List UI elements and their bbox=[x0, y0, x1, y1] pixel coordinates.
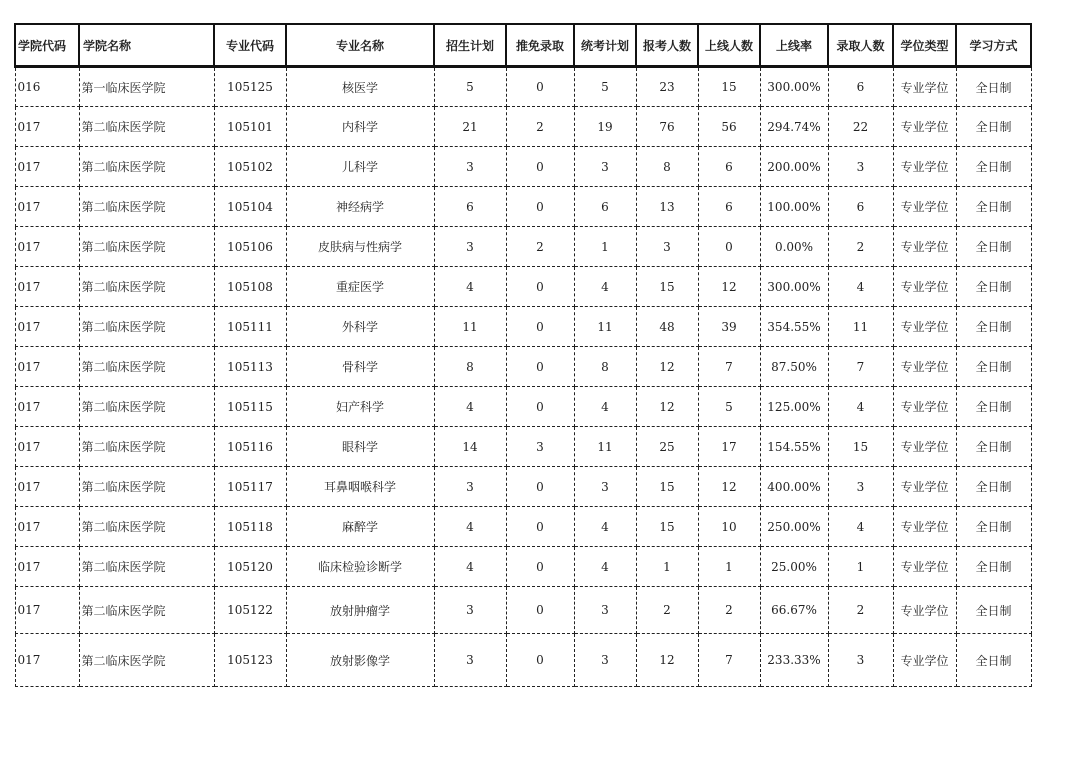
cell-major-code: 105118 bbox=[214, 507, 286, 547]
cell-passed-line: 17 bbox=[698, 427, 760, 467]
cell-exempt-admission: 0 bbox=[506, 547, 574, 587]
cell-exempt-admission: 2 bbox=[506, 227, 574, 267]
cell-applicants: 8 bbox=[636, 147, 698, 187]
cell-applicants: 12 bbox=[636, 634, 698, 687]
cell-passed-line: 7 bbox=[698, 634, 760, 687]
cell-applicants: 1 bbox=[636, 547, 698, 587]
cell-admitted: 3 bbox=[828, 467, 893, 507]
cell-applicants: 15 bbox=[636, 267, 698, 307]
cell-pass-rate: 0.00% bbox=[760, 227, 828, 267]
cell-applicants: 76 bbox=[636, 107, 698, 147]
header-admitted: 录取人数 bbox=[828, 24, 893, 67]
cell-study-mode: 全日制 bbox=[956, 307, 1031, 347]
cell-enrollment-plan: 4 bbox=[434, 267, 506, 307]
cell-college-code: 017 bbox=[15, 227, 79, 267]
cell-college-name: 第二临床医学院 bbox=[79, 107, 214, 147]
cell-degree-type: 专业学位 bbox=[893, 467, 956, 507]
cell-pass-rate: 294.74% bbox=[760, 107, 828, 147]
cell-applicants: 12 bbox=[636, 347, 698, 387]
table-row bbox=[15, 507, 1031, 547]
cell-applicants: 12 bbox=[636, 387, 698, 427]
header-row bbox=[15, 24, 1031, 67]
cell-college-code: 017 bbox=[15, 347, 79, 387]
cell-major-name: 眼科学 bbox=[286, 427, 434, 467]
cell-applicants: 3 bbox=[636, 227, 698, 267]
cell-college-code: 017 bbox=[15, 467, 79, 507]
cell-exempt-admission: 0 bbox=[506, 347, 574, 387]
cell-enrollment-plan: 4 bbox=[434, 507, 506, 547]
cell-study-mode: 全日制 bbox=[956, 147, 1031, 187]
cell-college-name: 第二临床医学院 bbox=[79, 187, 214, 227]
cell-pass-rate: 300.00% bbox=[760, 67, 828, 107]
cell-college-code: 017 bbox=[15, 587, 79, 634]
cell-admitted: 6 bbox=[828, 67, 893, 107]
cell-degree-type: 专业学位 bbox=[893, 587, 956, 634]
table-row bbox=[15, 227, 1031, 267]
table-row bbox=[15, 347, 1031, 387]
cell-college-name: 第二临床医学院 bbox=[79, 587, 214, 634]
cell-admitted: 6 bbox=[828, 187, 893, 227]
cell-major-name: 放射肿瘤学 bbox=[286, 587, 434, 634]
cell-enrollment-plan: 14 bbox=[434, 427, 506, 467]
table-row bbox=[15, 547, 1031, 587]
cell-exam-plan: 6 bbox=[574, 187, 636, 227]
cell-exempt-admission: 0 bbox=[506, 307, 574, 347]
cell-pass-rate: 87.50% bbox=[760, 347, 828, 387]
cell-enrollment-plan: 6 bbox=[434, 187, 506, 227]
cell-admitted: 15 bbox=[828, 427, 893, 467]
cell-college-code: 017 bbox=[15, 187, 79, 227]
cell-exam-plan: 11 bbox=[574, 307, 636, 347]
cell-college-code: 017 bbox=[15, 507, 79, 547]
cell-admitted: 4 bbox=[828, 507, 893, 547]
cell-exam-plan: 3 bbox=[574, 587, 636, 634]
cell-pass-rate: 200.00% bbox=[760, 147, 828, 187]
cell-enrollment-plan: 4 bbox=[434, 547, 506, 587]
cell-major-code: 105123 bbox=[214, 634, 286, 687]
cell-major-name: 内科学 bbox=[286, 107, 434, 147]
cell-major-code: 105101 bbox=[214, 107, 286, 147]
table-row bbox=[15, 634, 1031, 687]
cell-college-code: 017 bbox=[15, 634, 79, 687]
cell-college-code: 017 bbox=[15, 147, 79, 187]
header-college-name: 学院名称 bbox=[79, 24, 214, 67]
cell-exempt-admission: 3 bbox=[506, 427, 574, 467]
cell-pass-rate: 154.55% bbox=[760, 427, 828, 467]
header-pass-rate: 上线率 bbox=[760, 24, 828, 67]
cell-college-name: 第二临床医学院 bbox=[79, 467, 214, 507]
cell-college-code: 017 bbox=[15, 427, 79, 467]
cell-passed-line: 7 bbox=[698, 347, 760, 387]
cell-study-mode: 全日制 bbox=[956, 67, 1031, 107]
cell-exam-plan: 11 bbox=[574, 427, 636, 467]
table-row bbox=[15, 387, 1031, 427]
cell-study-mode: 全日制 bbox=[956, 347, 1031, 387]
cell-major-name: 放射影像学 bbox=[286, 634, 434, 687]
cell-exempt-admission: 0 bbox=[506, 147, 574, 187]
cell-applicants: 25 bbox=[636, 427, 698, 467]
cell-major-code: 105111 bbox=[214, 307, 286, 347]
cell-passed-line: 12 bbox=[698, 267, 760, 307]
cell-study-mode: 全日制 bbox=[956, 467, 1031, 507]
header-major-name: 专业名称 bbox=[286, 24, 434, 67]
cell-passed-line: 6 bbox=[698, 147, 760, 187]
cell-pass-rate: 400.00% bbox=[760, 467, 828, 507]
cell-exam-plan: 3 bbox=[574, 634, 636, 687]
cell-admitted: 3 bbox=[828, 147, 893, 187]
cell-degree-type: 专业学位 bbox=[893, 67, 956, 107]
cell-pass-rate: 125.00% bbox=[760, 387, 828, 427]
header-passed-line: 上线人数 bbox=[698, 24, 760, 67]
cell-passed-line: 12 bbox=[698, 467, 760, 507]
cell-major-code: 105117 bbox=[214, 467, 286, 507]
header-exam-plan: 统考计划 bbox=[574, 24, 636, 67]
cell-passed-line: 10 bbox=[698, 507, 760, 547]
cell-degree-type: 专业学位 bbox=[893, 547, 956, 587]
table-row bbox=[15, 187, 1031, 227]
cell-study-mode: 全日制 bbox=[956, 267, 1031, 307]
cell-passed-line: 39 bbox=[698, 307, 760, 347]
cell-major-code: 105122 bbox=[214, 587, 286, 634]
cell-study-mode: 全日制 bbox=[956, 387, 1031, 427]
cell-exempt-admission: 2 bbox=[506, 107, 574, 147]
cell-study-mode: 全日制 bbox=[956, 587, 1031, 634]
cell-major-name: 麻醉学 bbox=[286, 507, 434, 547]
cell-enrollment-plan: 3 bbox=[434, 147, 506, 187]
table-row bbox=[15, 147, 1031, 187]
table-row bbox=[15, 587, 1031, 634]
cell-degree-type: 专业学位 bbox=[893, 227, 956, 267]
cell-college-name: 第二临床医学院 bbox=[79, 634, 214, 687]
cell-admitted: 7 bbox=[828, 347, 893, 387]
cell-passed-line: 15 bbox=[698, 67, 760, 107]
cell-college-code: 017 bbox=[15, 107, 79, 147]
cell-applicants: 48 bbox=[636, 307, 698, 347]
cell-major-code: 105116 bbox=[214, 427, 286, 467]
cell-enrollment-plan: 3 bbox=[434, 634, 506, 687]
cell-major-name: 临床检验诊断学 bbox=[286, 547, 434, 587]
cell-exempt-admission: 0 bbox=[506, 267, 574, 307]
cell-degree-type: 专业学位 bbox=[893, 347, 956, 387]
cell-exam-plan: 4 bbox=[574, 507, 636, 547]
cell-major-code: 105113 bbox=[214, 347, 286, 387]
table-row bbox=[15, 427, 1031, 467]
cell-exam-plan: 3 bbox=[574, 147, 636, 187]
header-study-mode: 学习方式 bbox=[956, 24, 1031, 67]
table-row bbox=[15, 67, 1031, 107]
cell-study-mode: 全日制 bbox=[956, 634, 1031, 687]
cell-enrollment-plan: 8 bbox=[434, 347, 506, 387]
table-row bbox=[15, 467, 1031, 507]
cell-major-name: 妇产科学 bbox=[286, 387, 434, 427]
cell-pass-rate: 66.67% bbox=[760, 587, 828, 634]
header-exempt-admission: 推免录取 bbox=[506, 24, 574, 67]
cell-applicants: 23 bbox=[636, 67, 698, 107]
cell-major-code: 105102 bbox=[214, 147, 286, 187]
cell-college-code: 017 bbox=[15, 307, 79, 347]
cell-degree-type: 专业学位 bbox=[893, 147, 956, 187]
cell-degree-type: 专业学位 bbox=[893, 387, 956, 427]
cell-enrollment-plan: 5 bbox=[434, 67, 506, 107]
cell-exempt-admission: 0 bbox=[506, 187, 574, 227]
cell-passed-line: 0 bbox=[698, 227, 760, 267]
cell-enrollment-plan: 3 bbox=[434, 467, 506, 507]
cell-admitted: 4 bbox=[828, 267, 893, 307]
cell-major-name: 重症医学 bbox=[286, 267, 434, 307]
cell-passed-line: 56 bbox=[698, 107, 760, 147]
admissions-table bbox=[14, 23, 1032, 687]
cell-degree-type: 专业学位 bbox=[893, 634, 956, 687]
header-enrollment-plan: 招生计划 bbox=[434, 24, 506, 67]
cell-admitted: 1 bbox=[828, 547, 893, 587]
cell-study-mode: 全日制 bbox=[956, 227, 1031, 267]
cell-major-code: 105120 bbox=[214, 547, 286, 587]
cell-major-name: 骨科学 bbox=[286, 347, 434, 387]
cell-college-name: 第二临床医学院 bbox=[79, 227, 214, 267]
table-row bbox=[15, 107, 1031, 147]
cell-major-name: 外科学 bbox=[286, 307, 434, 347]
cell-enrollment-plan: 3 bbox=[434, 587, 506, 634]
cell-passed-line: 2 bbox=[698, 587, 760, 634]
cell-exam-plan: 19 bbox=[574, 107, 636, 147]
cell-exempt-admission: 0 bbox=[506, 507, 574, 547]
cell-enrollment-plan: 11 bbox=[434, 307, 506, 347]
cell-study-mode: 全日制 bbox=[956, 427, 1031, 467]
cell-major-code: 105106 bbox=[214, 227, 286, 267]
cell-exempt-admission: 0 bbox=[506, 467, 574, 507]
header-major-code: 专业代码 bbox=[214, 24, 286, 67]
header-college-code: 学院代码 bbox=[15, 24, 79, 67]
cell-exam-plan: 8 bbox=[574, 347, 636, 387]
cell-major-name: 耳鼻咽喉科学 bbox=[286, 467, 434, 507]
cell-college-name: 第二临床医学院 bbox=[79, 507, 214, 547]
cell-college-code: 017 bbox=[15, 267, 79, 307]
cell-major-code: 105104 bbox=[214, 187, 286, 227]
cell-college-name: 第一临床医学院 bbox=[79, 67, 214, 107]
cell-pass-rate: 233.33% bbox=[760, 634, 828, 687]
cell-pass-rate: 300.00% bbox=[760, 267, 828, 307]
cell-college-code: 017 bbox=[15, 547, 79, 587]
cell-college-code: 016 bbox=[15, 67, 79, 107]
cell-admitted: 2 bbox=[828, 587, 893, 634]
cell-major-name: 儿科学 bbox=[286, 147, 434, 187]
cell-college-name: 第二临床医学院 bbox=[79, 387, 214, 427]
table-row bbox=[15, 267, 1031, 307]
cell-degree-type: 专业学位 bbox=[893, 107, 956, 147]
cell-major-name: 神经病学 bbox=[286, 187, 434, 227]
cell-college-name: 第二临床医学院 bbox=[79, 267, 214, 307]
header-applicants: 报考人数 bbox=[636, 24, 698, 67]
cell-major-code: 105115 bbox=[214, 387, 286, 427]
cell-study-mode: 全日制 bbox=[956, 547, 1031, 587]
cell-degree-type: 专业学位 bbox=[893, 267, 956, 307]
cell-major-name: 皮肤病与性病学 bbox=[286, 227, 434, 267]
cell-applicants: 15 bbox=[636, 467, 698, 507]
cell-admitted: 4 bbox=[828, 387, 893, 427]
cell-college-name: 第二临床医学院 bbox=[79, 347, 214, 387]
cell-exempt-admission: 0 bbox=[506, 387, 574, 427]
cell-study-mode: 全日制 bbox=[956, 107, 1031, 147]
cell-college-name: 第二临床医学院 bbox=[79, 547, 214, 587]
cell-exam-plan: 1 bbox=[574, 227, 636, 267]
cell-college-name: 第二临床医学院 bbox=[79, 147, 214, 187]
cell-applicants: 13 bbox=[636, 187, 698, 227]
cell-admitted: 3 bbox=[828, 634, 893, 687]
cell-degree-type: 专业学位 bbox=[893, 507, 956, 547]
cell-exempt-admission: 0 bbox=[506, 634, 574, 687]
cell-exempt-admission: 0 bbox=[506, 67, 574, 107]
cell-college-code: 017 bbox=[15, 387, 79, 427]
cell-exam-plan: 4 bbox=[574, 267, 636, 307]
table-body bbox=[15, 67, 1031, 687]
cell-degree-type: 专业学位 bbox=[893, 427, 956, 467]
cell-enrollment-plan: 21 bbox=[434, 107, 506, 147]
cell-admitted: 2 bbox=[828, 227, 893, 267]
cell-enrollment-plan: 4 bbox=[434, 387, 506, 427]
cell-exam-plan: 3 bbox=[574, 467, 636, 507]
cell-admitted: 22 bbox=[828, 107, 893, 147]
cell-degree-type: 专业学位 bbox=[893, 307, 956, 347]
cell-major-code: 105108 bbox=[214, 267, 286, 307]
cell-pass-rate: 250.00% bbox=[760, 507, 828, 547]
cell-applicants: 2 bbox=[636, 587, 698, 634]
cell-enrollment-plan: 3 bbox=[434, 227, 506, 267]
cell-exempt-admission: 0 bbox=[506, 587, 574, 634]
cell-exam-plan: 5 bbox=[574, 67, 636, 107]
cell-degree-type: 专业学位 bbox=[893, 187, 956, 227]
table-row bbox=[15, 307, 1031, 347]
cell-pass-rate: 25.00% bbox=[760, 547, 828, 587]
cell-study-mode: 全日制 bbox=[956, 507, 1031, 547]
cell-passed-line: 6 bbox=[698, 187, 760, 227]
cell-passed-line: 1 bbox=[698, 547, 760, 587]
cell-admitted: 11 bbox=[828, 307, 893, 347]
cell-exam-plan: 4 bbox=[574, 387, 636, 427]
cell-college-name: 第二临床医学院 bbox=[79, 307, 214, 347]
cell-pass-rate: 354.55% bbox=[760, 307, 828, 347]
cell-study-mode: 全日制 bbox=[956, 187, 1031, 227]
cell-major-name: 核医学 bbox=[286, 67, 434, 107]
cell-exam-plan: 4 bbox=[574, 547, 636, 587]
cell-major-code: 105125 bbox=[214, 67, 286, 107]
cell-applicants: 15 bbox=[636, 507, 698, 547]
cell-pass-rate: 100.00% bbox=[760, 187, 828, 227]
header-degree-type: 学位类型 bbox=[893, 24, 956, 67]
cell-passed-line: 5 bbox=[698, 387, 760, 427]
cell-college-name: 第二临床医学院 bbox=[79, 427, 214, 467]
